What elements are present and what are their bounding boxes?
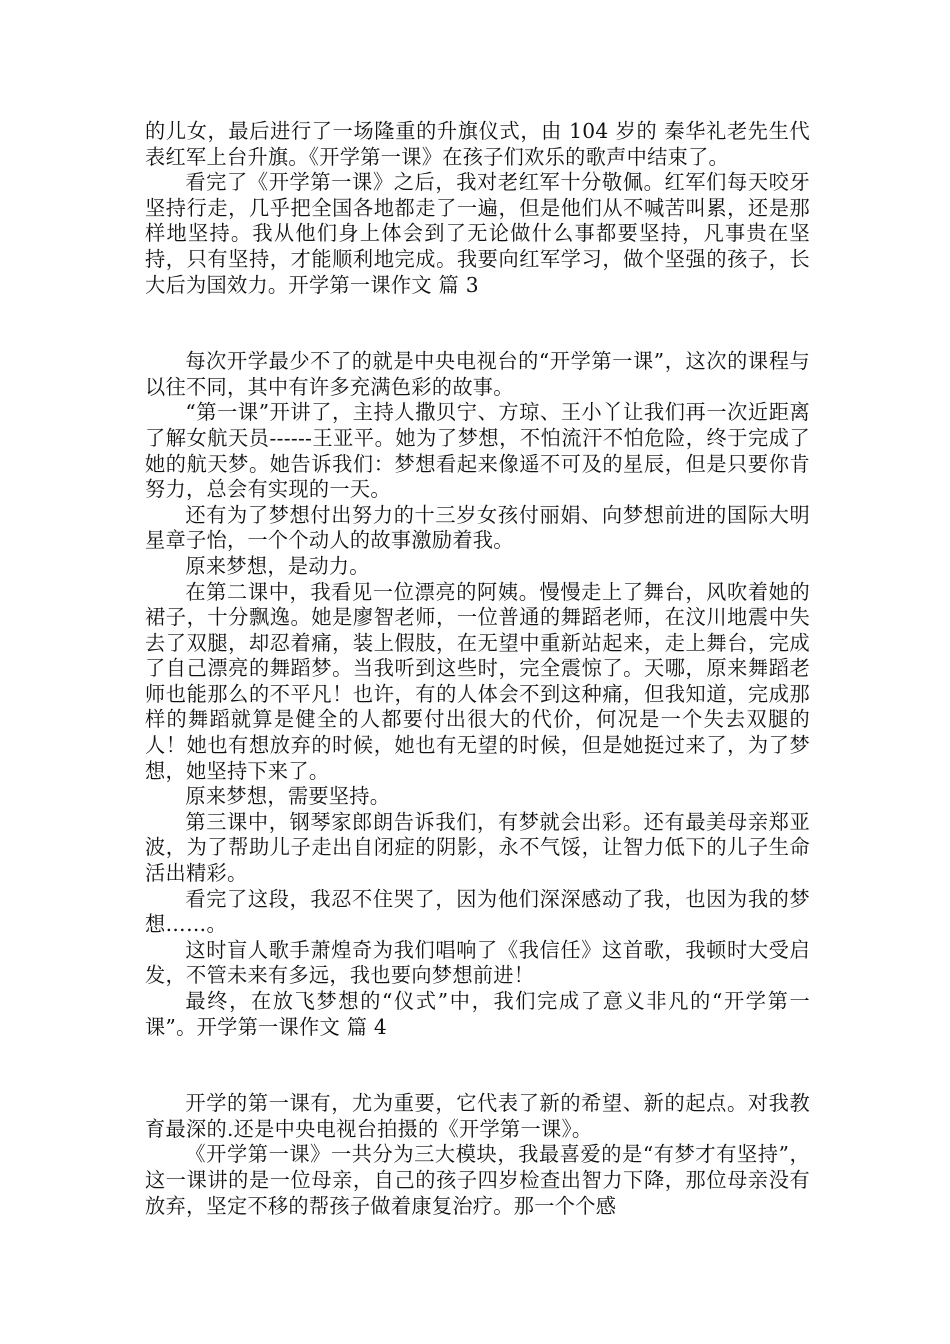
paragraph-12: 最终，在放飞梦想的“仪式”中，我们完成了意义非凡的“开学第一课”。开学第一课作文 篇 4 [145,989,810,1039]
paragraph-10: 看完了这段，我忍不住哭了，因为他们深深感动了我，也因为我的梦想……。 [145,886,810,937]
paragraph-6: 原来梦想，是动力。 [185,553,370,578]
section-gap-2 [145,1040,810,1091]
paragraph-8: 原来梦想，需要坚持。 [185,784,391,809]
paragraph-3: 每次开学最少不了的就是中央电视台的“开学第一课”，这次的课程与以往不同，其中有许多充满色彩的故事。 [145,349,810,399]
section-gap-1 [145,298,810,349]
paragraph-4: “第一课”开讲了，主持人撒贝宁、方琼、王小丫让我们再一次近距离了解女航天员------王亚平。她为了梦想，不怕流汗不怕危险，终于完成了她的航天梦。她告诉我们：梦想看起来像遥不可及的星辰，但是只要你肯努力，总会有实现的一天。 [145,400,810,502]
paragraph-5: 还有为了梦想付出努力的十三岁女孩付丽娟、向梦想前进的国际大明星章子怡，一个个动人的故事激励着我。 [145,502,810,553]
paragraph-2: 看完了《开学第一课》之后，我对老红军十分敬佩。红军们每天咬牙坚持行走，几乎把全国各地都走了一遍，但是他们从不喊苦叫累，还是那样地坚持。我从他们身上体会到了无论做什么事都要坚持，凡事贵在坚持，只有坚持，才能顺利地完成。我要向红军学习，做个坚强的孩子，长大后为国效力。开学第一课作文 篇 3 [145,170,810,297]
paragraph-14: 《开学第一课》一共分为三大模块，我最喜爱的是“有梦才有坚持”，这一课讲的是一位母亲，自己的孩子四岁检查出智力下降，那位母亲没有放弃，坚定不移的帮孩子做着康复治疗。那一个个感 [145,1142,810,1218]
document-body [145,119,810,1219]
paragraph-1: 的儿女，最后进行了一场隆重的升旗仪式，由 104 岁的 秦华礼老先生代表红军上台升旗。《开学第一课》在孩子们欢乐的歌声中结束了。 [145,119,810,169]
paragraph-9: 第三课中，钢琴家郎朗告诉我们，有梦就会出彩。还有最美母亲郑亚波，为了帮助儿子走出自闭症的阴影，永不气馁，让智力低下的儿子生命活出精彩。 [145,809,810,886]
paragraph-7: 在第二课中，我看见一位漂亮的阿姨。慢慢走上了舞台，风吹着她的裙子，十分飘逸。她是廖智老师，一位普通的舞蹈老师，在汶川地震中失去了双腿，却忍着痛，装上假肢，在无望中重新站起来，走上舞台，完成了自己漂亮的舞蹈梦。当我听到这些时，完全震惊了。天哪，原来舞蹈老师也能那么的不平凡！也许，有的人体会不到这种痛，但我知道，完成那样的舞蹈就算是健全的人都要付出很大的代价，何况是一个失去双腿的人！她也有想放弃的时候，她也有无望的时候，但是她挺过来了，为了梦想，她坚持下来了。 [145,579,810,783]
paragraph-11: 这时盲人歌手萧煌奇为我们唱响了《我信任》这首歌，我顿时大受启发，不管未来有多远，我也要向梦想前进！ [145,937,810,988]
paragraph-13: 开学的第一课有，尤为重要，它代表了新的希望、新的起点。对我教育最深的.还是中央电视台拍摄的《开学第一课》。 [145,1091,810,1141]
